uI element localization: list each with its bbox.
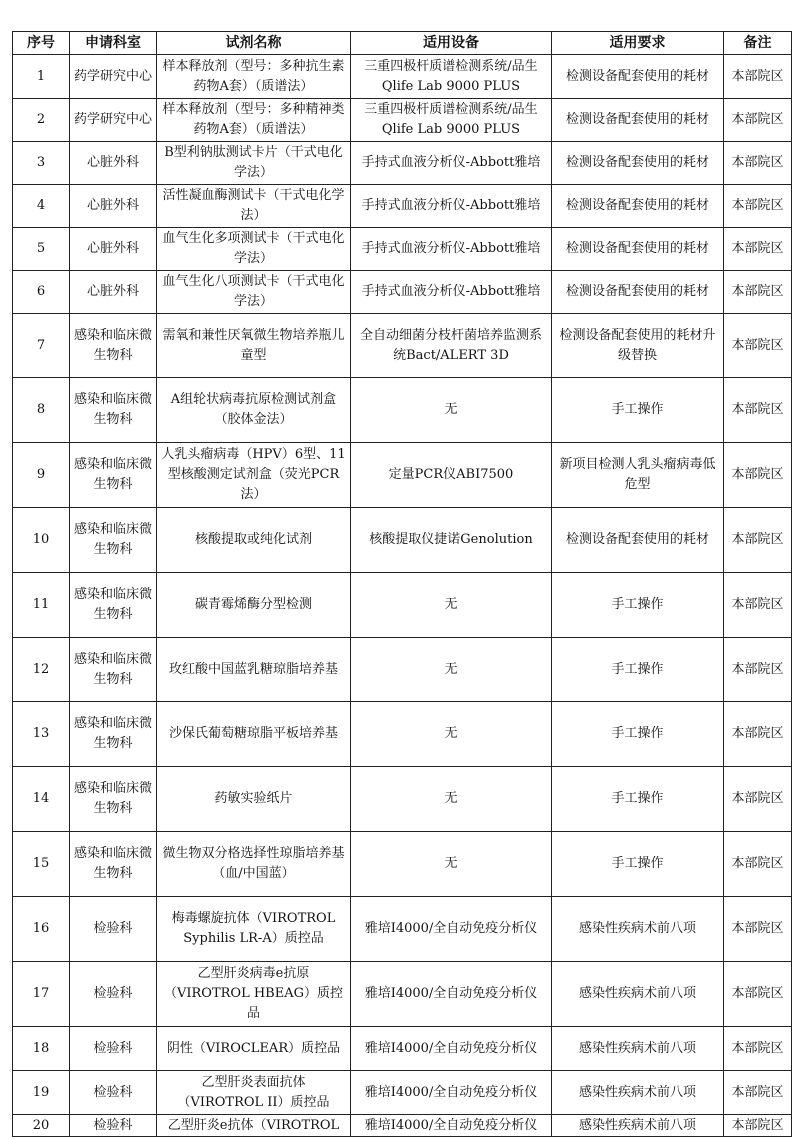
cell-no: 6 — [13, 271, 70, 314]
cell-dept: 感染和临床微生物科 — [70, 702, 157, 767]
table-row — [13, 573, 792, 638]
cell-device: 手持式血液分析仪-Abbott雅培 — [351, 142, 552, 185]
table-row — [13, 228, 792, 271]
cell-dept: 检验科 — [70, 1115, 157, 1137]
table-row — [13, 638, 792, 702]
cell-dept: 检验科 — [70, 1027, 157, 1071]
table-row — [13, 897, 792, 962]
cell-no: 19 — [13, 1071, 70, 1115]
cell-note: 本部院区 — [724, 638, 792, 702]
cell-dept: 感染和临床微生物科 — [70, 638, 157, 702]
cell-note: 本部院区 — [724, 55, 792, 99]
cell-requirement: 检测设备配套使用的耗材 — [552, 55, 724, 99]
table-row — [13, 185, 792, 228]
cell-requirement: 检测设备配套使用的耗材 — [552, 228, 724, 271]
cell-no: 9 — [13, 443, 70, 508]
cell-device: 雅培I4000/全自动免疫分析仪 — [351, 962, 552, 1027]
cell-requirement: 感染性疾病术前八项 — [552, 1071, 724, 1115]
cell-dept: 检验科 — [70, 962, 157, 1027]
cell-dept: 感染和临床微生物科 — [70, 767, 157, 832]
table-row — [13, 1071, 792, 1115]
cell-dept: 心脏外科 — [70, 185, 157, 228]
cell-dept: 心脏外科 — [70, 271, 157, 314]
cell-device: 雅培I4000/全自动免疫分析仪 — [351, 1027, 552, 1071]
table-row — [13, 314, 792, 378]
cell-requirement: 手工操作 — [552, 832, 724, 897]
cell-note: 本部院区 — [724, 378, 792, 443]
cell-reagent: 玫红酸中国蓝乳糖琼脂培养基 — [157, 638, 351, 702]
cell-requirement: 手工操作 — [552, 638, 724, 702]
cell-device: 无 — [351, 638, 552, 702]
cell-dept: 感染和临床微生物科 — [70, 508, 157, 573]
header-note: 备注 — [724, 32, 792, 55]
cell-no: 5 — [13, 228, 70, 271]
cell-reagent: 血气生化八项测试卡（干式电化学法） — [157, 271, 351, 314]
cell-reagent: 梅毒螺旋抗体（VIROTROL Syphilis LR-A）质控品 — [157, 897, 351, 962]
cell-reagent: 碳青霉烯酶分型检测 — [157, 573, 351, 638]
cell-dept: 检验科 — [70, 1071, 157, 1115]
cell-reagent: 乙型肝炎病毒e抗原（VIROTROL HBEAG）质控品 — [157, 962, 351, 1027]
reagent-table — [12, 31, 792, 1137]
cell-reagent: A组轮状病毒抗原检测试剂盒（胶体金法） — [157, 378, 351, 443]
cell-device: 核酸提取仪捷诺Genolution — [351, 508, 552, 573]
cell-device: 无 — [351, 702, 552, 767]
cell-requirement: 感染性疾病术前八项 — [552, 962, 724, 1027]
cell-requirement: 检测设备配套使用的耗材 — [552, 508, 724, 573]
cell-no: 2 — [13, 99, 70, 142]
cell-device: 无 — [351, 378, 552, 443]
cell-reagent: 药敏实验纸片 — [157, 767, 351, 832]
cell-requirement: 检测设备配套使用的耗材 — [552, 185, 724, 228]
cell-reagent: 核酸提取或纯化试剂 — [157, 508, 351, 573]
cell-dept: 感染和临床微生物科 — [70, 314, 157, 378]
cell-device: 手持式血液分析仪-Abbott雅培 — [351, 271, 552, 314]
cell-note: 本部院区 — [724, 508, 792, 573]
cell-dept: 心脏外科 — [70, 142, 157, 185]
cell-no: 4 — [13, 185, 70, 228]
cell-no: 12 — [13, 638, 70, 702]
table-row — [13, 99, 792, 142]
cell-dept: 检验科 — [70, 897, 157, 962]
cell-device: 手持式血液分析仪-Abbott雅培 — [351, 185, 552, 228]
cell-note: 本部院区 — [724, 443, 792, 508]
cell-requirement: 检测设备配套使用的耗材 — [552, 142, 724, 185]
cell-reagent: 活性凝血酶测试卡（干式电化学法） — [157, 185, 351, 228]
cell-reagent: 血气生化多项测试卡（干式电化学法） — [157, 228, 351, 271]
cell-note: 本部院区 — [724, 99, 792, 142]
cell-no: 7 — [13, 314, 70, 378]
cell-requirement: 手工操作 — [552, 573, 724, 638]
cell-note: 本部院区 — [724, 1115, 792, 1137]
cell-note: 本部院区 — [724, 832, 792, 897]
cell-device: 无 — [351, 573, 552, 638]
cell-note: 本部院区 — [724, 702, 792, 767]
cell-note: 本部院区 — [724, 228, 792, 271]
cell-no: 14 — [13, 767, 70, 832]
cell-reagent: 人乳头瘤病毒（HPV）6型、11型核酸测定试剂盒（荧光PCR法） — [157, 443, 351, 508]
cell-device: 无 — [351, 832, 552, 897]
header-reagent: 试剂名称 — [157, 32, 351, 55]
cell-no: 17 — [13, 962, 70, 1027]
cell-device: 三重四极杆质谱检测系统/品生Qlife Lab 9000 PLUS — [351, 55, 552, 99]
table-row — [13, 142, 792, 185]
cell-reagent: 样本释放剂（型号：多种精神类药物A套）（质谱法） — [157, 99, 351, 142]
cell-dept: 感染和临床微生物科 — [70, 573, 157, 638]
cell-no: 8 — [13, 378, 70, 443]
table-row — [13, 832, 792, 897]
cell-note: 本部院区 — [724, 962, 792, 1027]
cell-device: 雅培I4000/全自动免疫分析仪 — [351, 897, 552, 962]
cell-no: 13 — [13, 702, 70, 767]
cell-dept: 感染和临床微生物科 — [70, 443, 157, 508]
cell-device: 全自动细菌分枝杆菌培养监测系统Bact/ALERT 3D — [351, 314, 552, 378]
cell-reagent: 乙型肝炎表面抗体（VIROTROL II）质控品 — [157, 1071, 351, 1115]
cell-no: 1 — [13, 55, 70, 99]
cell-requirement: 感染性疾病术前八项 — [552, 897, 724, 962]
cell-reagent: 微生物双分格选择性琼脂培养基（血/中国蓝） — [157, 832, 351, 897]
cell-reagent: 阴性（VIROCLEAR）质控品 — [157, 1027, 351, 1071]
cell-no: 18 — [13, 1027, 70, 1071]
table-row — [13, 271, 792, 314]
cell-no: 16 — [13, 897, 70, 962]
cell-dept: 感染和临床微生物科 — [70, 378, 157, 443]
cell-note: 本部院区 — [724, 142, 792, 185]
cell-dept: 药学研究中心 — [70, 99, 157, 142]
cell-requirement: 手工操作 — [552, 702, 724, 767]
header-device: 适用设备 — [351, 32, 552, 55]
cell-reagent: B型利钠肽测试卡片（干式电化学法） — [157, 142, 351, 185]
cell-dept: 感染和临床微生物科 — [70, 832, 157, 897]
table-row — [13, 1027, 792, 1071]
cell-device: 手持式血液分析仪-Abbott雅培 — [351, 228, 552, 271]
table-row — [13, 1115, 792, 1137]
cell-requirement: 新项目检测人乳头瘤病毒低危型 — [552, 443, 724, 508]
cell-reagent: 需氧和兼性厌氧微生物培养瓶儿童型 — [157, 314, 351, 378]
cell-reagent: 乙型肝炎e抗体（VIROTROL — [157, 1115, 351, 1137]
cell-requirement: 手工操作 — [552, 378, 724, 443]
table-body — [13, 55, 792, 1137]
cell-requirement: 检测设备配套使用的耗材 — [552, 99, 724, 142]
table-row — [13, 378, 792, 443]
cell-reagent: 样本释放剂（型号：多种抗生素药物A套）（质谱法） — [157, 55, 351, 99]
cell-requirement: 感染性疾病术前八项 — [552, 1115, 724, 1137]
table-row — [13, 702, 792, 767]
cell-note: 本部院区 — [724, 271, 792, 314]
cell-reagent: 沙保氏葡萄糖琼脂平板培养基 — [157, 702, 351, 767]
table-row — [13, 767, 792, 832]
cell-note: 本部院区 — [724, 897, 792, 962]
table-row — [13, 508, 792, 573]
table-row — [13, 962, 792, 1027]
cell-note: 本部院区 — [724, 1027, 792, 1071]
cell-no: 10 — [13, 508, 70, 573]
cell-no: 3 — [13, 142, 70, 185]
cell-dept: 心脏外科 — [70, 228, 157, 271]
cell-note: 本部院区 — [724, 185, 792, 228]
cell-device: 三重四极杆质谱检测系统/品生Qlife Lab 9000 PLUS — [351, 99, 552, 142]
cell-note: 本部院区 — [724, 767, 792, 832]
cell-requirement: 检测设备配套使用的耗材 — [552, 271, 724, 314]
table-row — [13, 443, 792, 508]
cell-requirement: 手工操作 — [552, 767, 724, 832]
cell-requirement: 检测设备配套使用的耗材升级替换 — [552, 314, 724, 378]
cell-no: 11 — [13, 573, 70, 638]
cell-device: 无 — [351, 767, 552, 832]
cell-requirement: 感染性疾病术前八项 — [552, 1027, 724, 1071]
header-row — [13, 32, 792, 55]
header-no: 序号 — [13, 32, 70, 55]
cell-device: 雅培I4000/全自动免疫分析仪 — [351, 1071, 552, 1115]
header-dept: 申请科室 — [70, 32, 157, 55]
table-row — [13, 55, 792, 99]
cell-note: 本部院区 — [724, 573, 792, 638]
cell-note: 本部院区 — [724, 1071, 792, 1115]
cell-note: 本部院区 — [724, 314, 792, 378]
cell-dept: 药学研究中心 — [70, 55, 157, 99]
cell-no: 20 — [13, 1115, 70, 1137]
cell-device: 定量PCR仪ABI7500 — [351, 443, 552, 508]
cell-no: 15 — [13, 832, 70, 897]
cell-device: 雅培I4000/全自动免疫分析仪 — [351, 1115, 552, 1137]
header-requirement: 适用要求 — [552, 32, 724, 55]
